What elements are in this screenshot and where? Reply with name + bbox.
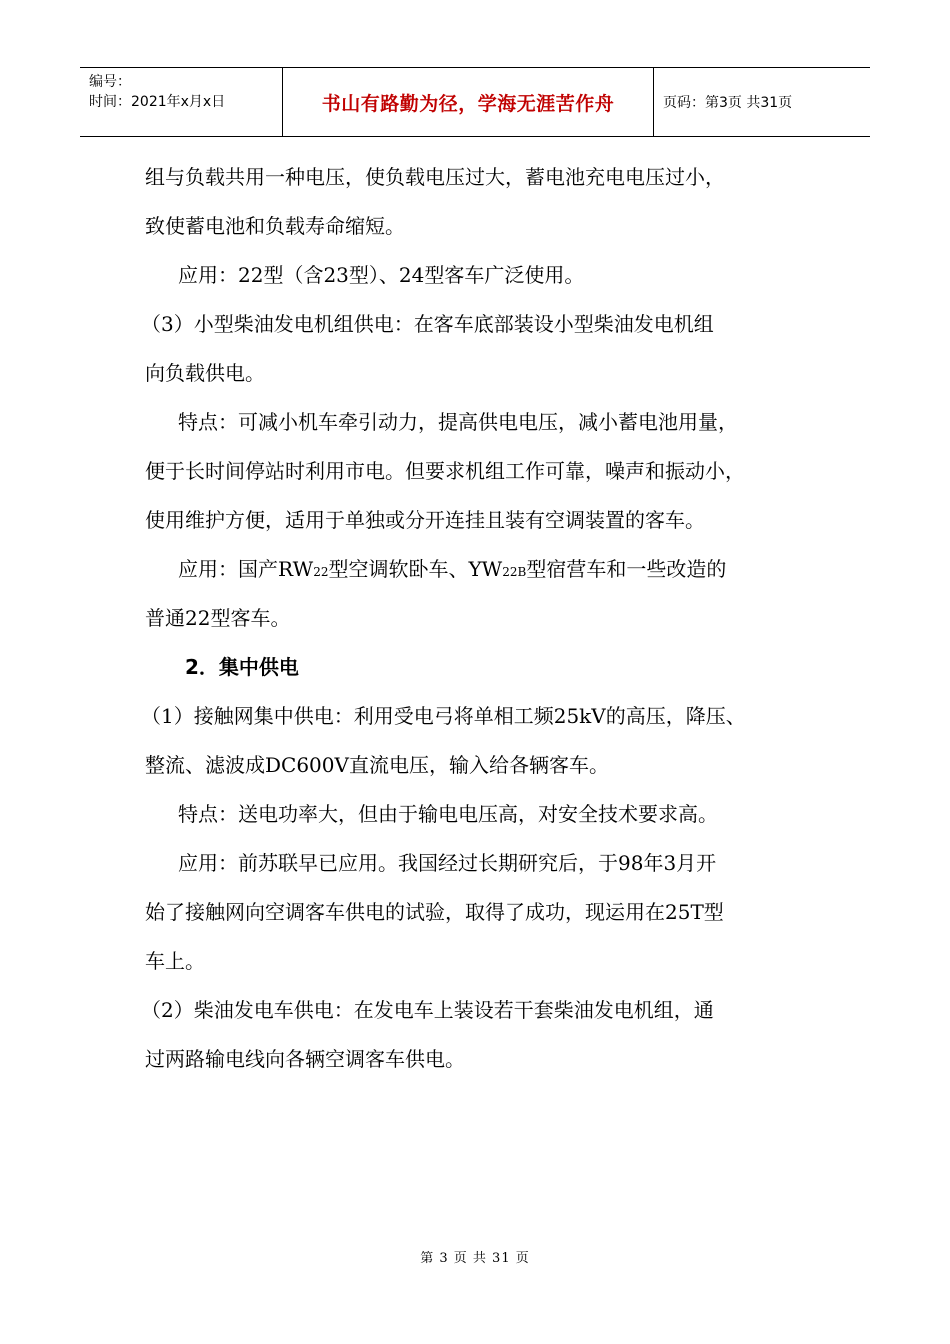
text-line: 普通22型客车。: [145, 606, 291, 630]
document-number-label: 编号：: [89, 74, 131, 90]
text-segment: 应用：国产RW: [178, 557, 314, 581]
text-line: [145, 557, 825, 581]
text-line: 车上。: [145, 949, 205, 973]
subscript: 22: [313, 565, 329, 579]
text-line: 应用：22型（含23型）、24型客车广泛使用。: [178, 263, 585, 287]
text-line: 过两路输电线向各辆空调客车供电。: [145, 1047, 465, 1071]
text-line: （1）接触网集中供电：利用受电弓将单相工频25kV的高压，降压、: [141, 704, 746, 728]
text-line: 致使蓄电池和负载寿命缩短。: [145, 214, 405, 238]
text-segment: 型宿营车和一些改造的: [526, 557, 727, 581]
document-body: [141, 165, 825, 1071]
section-heading: 2．集中供电: [185, 655, 299, 679]
text-line: 整流、滤波成DC600V直流电压，输入给各辆客车。: [145, 753, 609, 777]
text-line: 始了接触网向空调客车供电的试验，取得了成功，现运用在25T型: [145, 900, 724, 924]
text-line: 特点：送电功率大，但由于输电电压高，对安全技术要求高。: [178, 802, 718, 826]
page-header: [80, 67, 870, 137]
page-footer: 第 3 页 共 31 页: [420, 1251, 530, 1266]
text-line: （2）柴油发电车供电：在发电车上装设若干套柴油发电机组，通: [141, 998, 714, 1022]
text-line: 便于长时间停站时利用市电。但要求机组工作可靠，噪声和振动小，: [145, 459, 745, 483]
text-line: （3）小型柴油发电机组供电：在客车底部装设小型柴油发电机组: [141, 312, 714, 336]
header-meta: [80, 68, 283, 136]
text-segment: 型空调软卧车、YW: [328, 557, 503, 581]
text-line: 组与负载共用一种电压，使负载电压过大，蓄电池充电电压过小，: [145, 165, 725, 189]
header-page-info: 页码：第3页 共31页: [663, 95, 793, 111]
text-line: 使用维护方便，适用于单独或分开连挂且装有空调装置的客车。: [145, 508, 705, 532]
subscript: 22B: [502, 565, 527, 579]
text-line: 应用：前苏联早已应用。我国经过长期研究后，于98年3月开: [178, 851, 717, 875]
header-motto: 书山有路勤为径，学海无涯苦作舟: [283, 68, 654, 136]
document-time-label: 时间：2021年x月x日: [89, 94, 226, 110]
text-line: 向负载供电。: [145, 361, 265, 385]
text-line: 特点：可减小机车牵引动力，提高供电电压，减小蓄电池用量，: [178, 410, 738, 434]
